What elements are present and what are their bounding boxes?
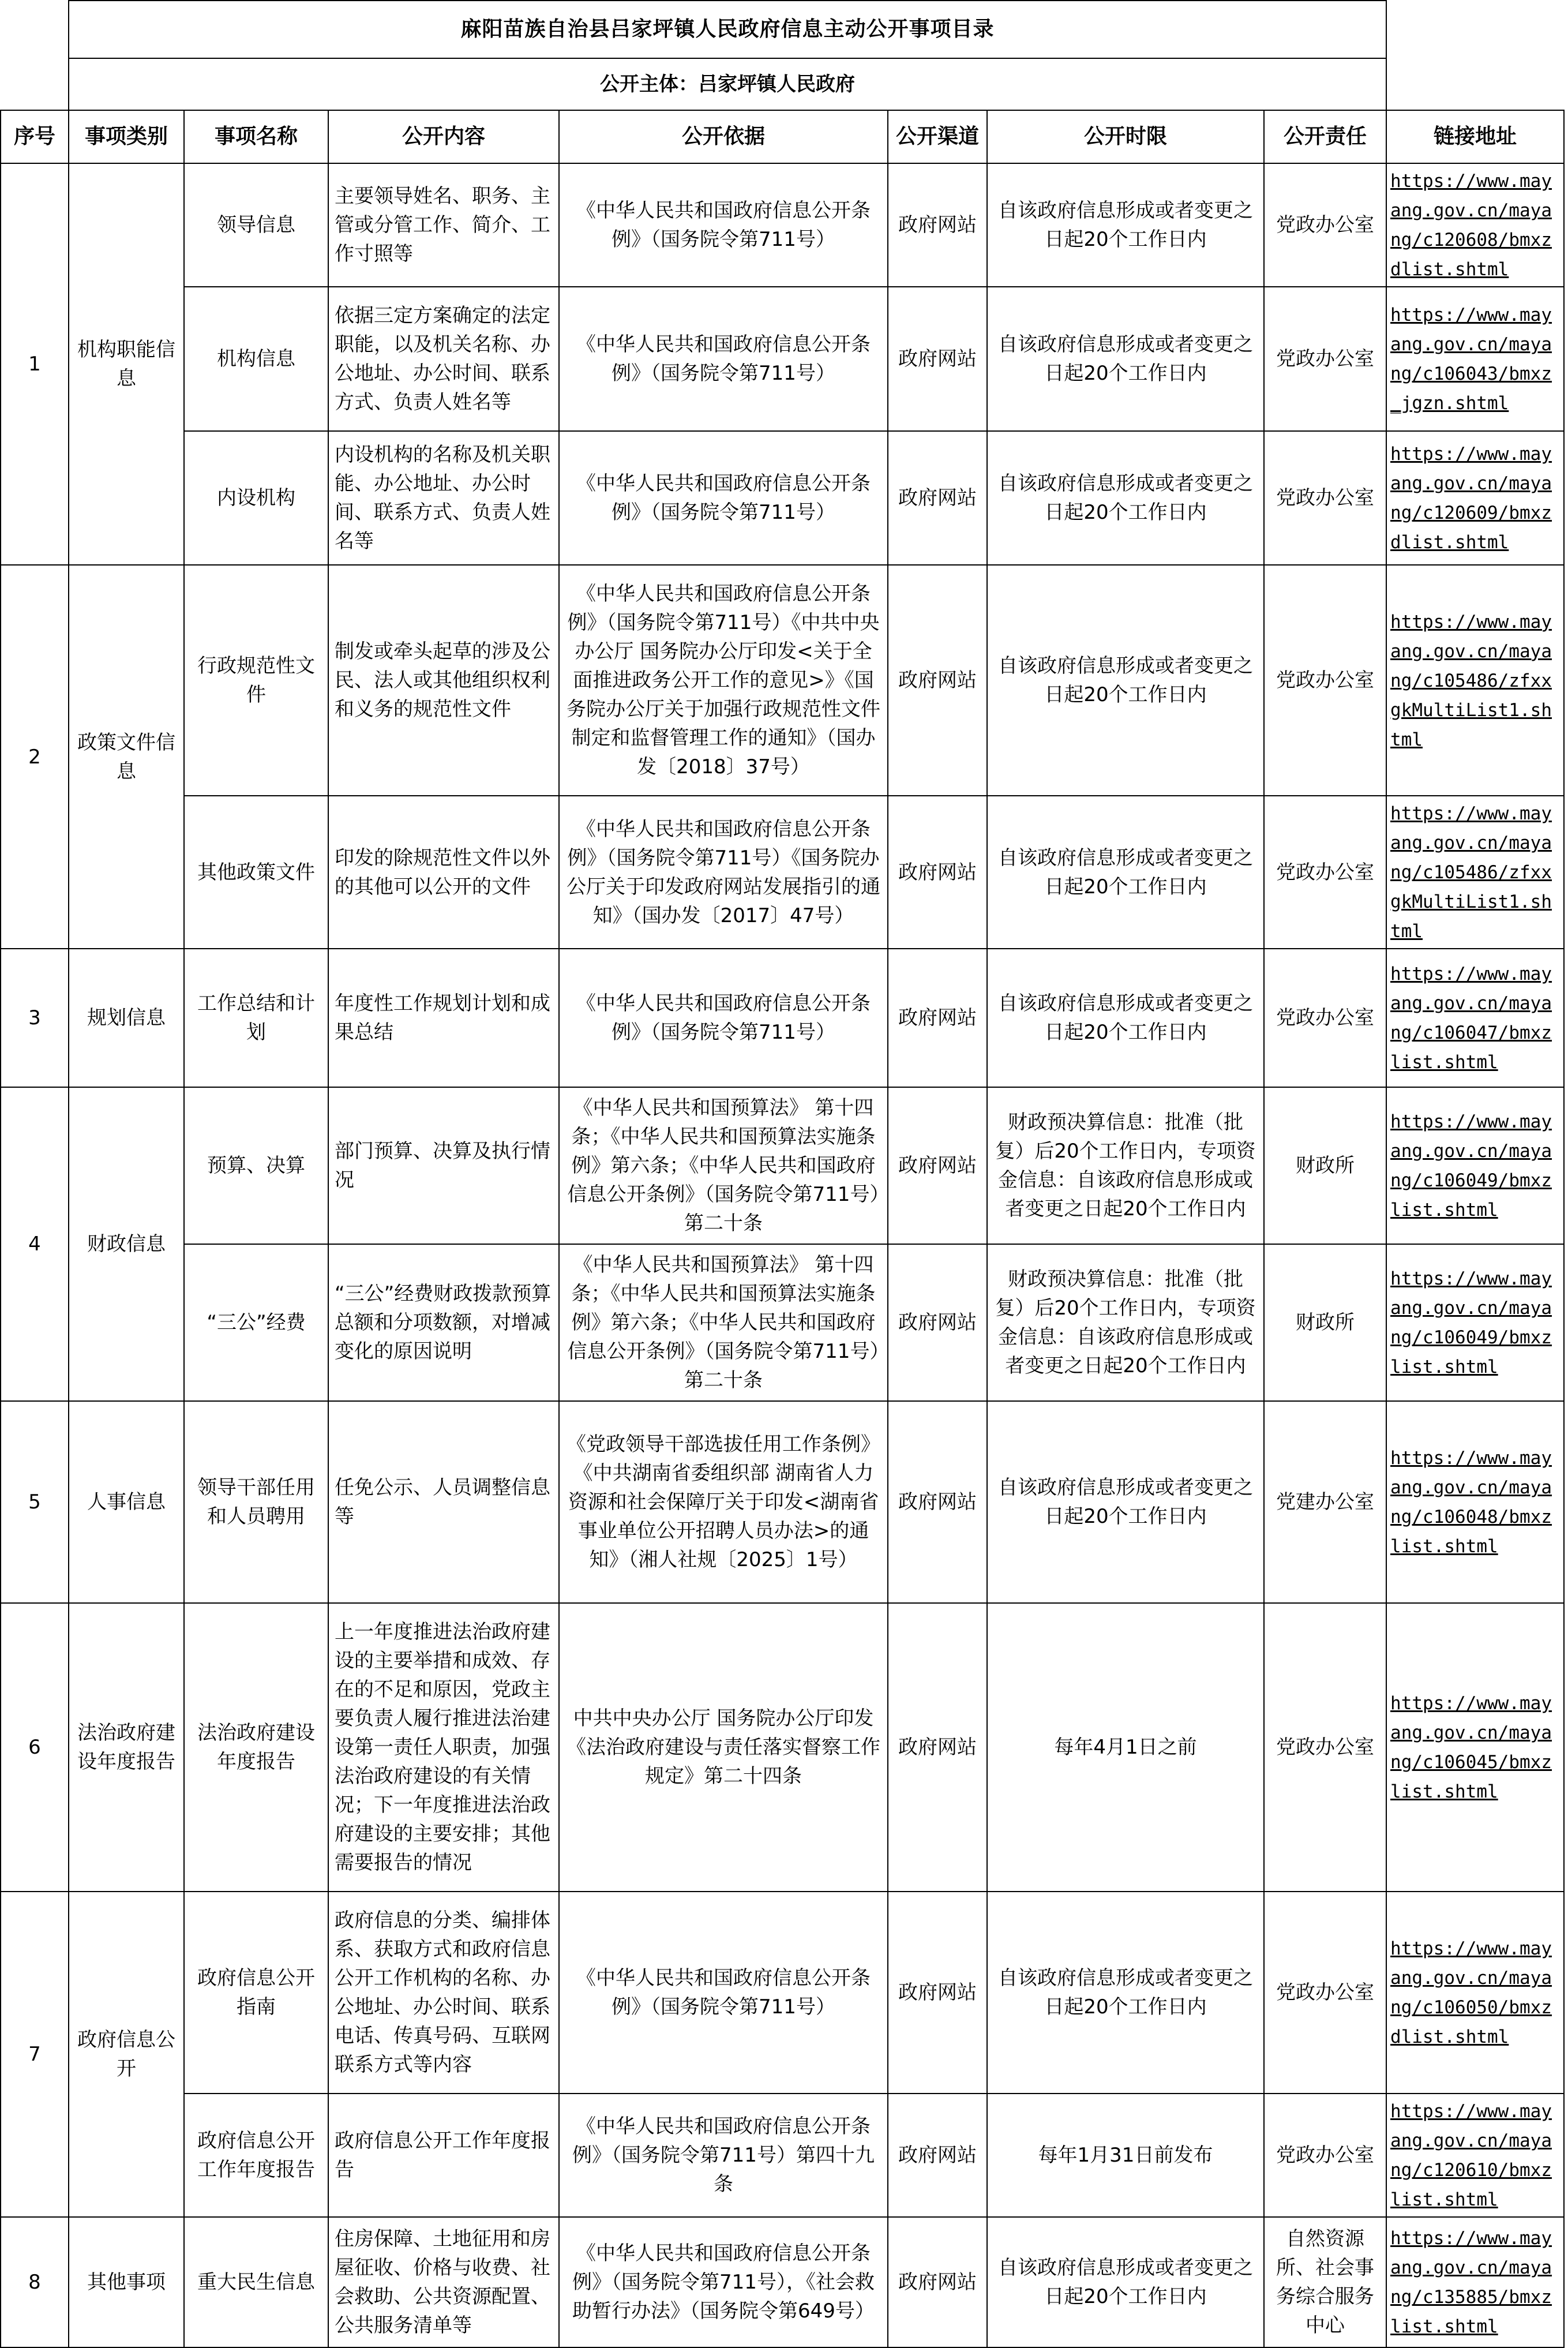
link-url[interactable]: https://www.mayang.gov.cn/mayang/c120610/bmxzlist.shtml (1390, 2101, 1552, 2210)
content-text: 依据三定方案确定的法定职能，以及机关名称、办公地址、办公时间、联系方式、负责人姓名等 (328, 287, 559, 431)
header-no: 序号 (1, 110, 69, 163)
content-text: 制发或牵头起草的涉及公民、法人或其他组织权利和义务的规范性文件 (328, 565, 559, 796)
category-name: 规划信息 (69, 949, 184, 1087)
link-cell (1386, 1401, 1564, 1603)
item-name: “三公”经费 (184, 1244, 328, 1401)
link-cell (1386, 1892, 1564, 2094)
link-cell (1386, 1087, 1564, 1244)
content-text: 年度性工作规划计划和成果总结 (328, 949, 559, 1087)
header-channel: 公开渠道 (888, 110, 987, 163)
item-name: 法治政府建设年度报告 (184, 1603, 328, 1892)
link-url[interactable]: https://www.mayang.gov.cn/mayang/c105486/zfxxgkMultiList1.shtml (1390, 611, 1552, 750)
deadline-text: 自该政府信息形成或者变更之日起20个工作日内 (987, 287, 1264, 431)
row-number: 1 (1, 163, 69, 565)
table-row (1, 2094, 1564, 2217)
publishing-subject: 公开主体：吕家坪镇人民政府 (69, 58, 1386, 110)
category-name: 人事信息 (69, 1401, 184, 1603)
row-number: 7 (1, 1892, 69, 2217)
row-number: 6 (1, 1603, 69, 1892)
responsibility-text: 财政所 (1264, 1244, 1386, 1401)
category-name: 政府信息公开 (69, 1892, 184, 2217)
basis-text: 《中华人民共和国政府信息公开条例》（国务院令第711号） (559, 949, 888, 1087)
title-row (1, 1, 1564, 58)
basis-text: 《中华人民共和国政府信息公开条例》（国务院令第711号），《社会救助暂行办法》（国务院令第649号） (559, 2217, 888, 2347)
channel-text: 政府网站 (888, 1892, 987, 2094)
link-url[interactable]: https://www.mayang.gov.cn/mayang/c120608/bmxzdlist.shtml (1390, 171, 1552, 280)
responsibility-text: 党政办公室 (1264, 949, 1386, 1087)
content-text: 政府信息的分类、编排体系、获取方式和政府信息公开工作机构的名称、办公地址、办公时间、联系电话、传真号码、互联网联系方式等内容 (328, 1892, 559, 2094)
header-responsibility: 公开责任 (1264, 110, 1386, 163)
table-row (1, 2217, 1564, 2347)
channel-text: 政府网站 (888, 431, 987, 565)
responsibility-text: 自然资源所、社会事务综合服务中心 (1264, 2217, 1386, 2347)
item-name: 领导干部任用和人员聘用 (184, 1401, 328, 1603)
category-name: 法治政府建设年度报告 (69, 1603, 184, 1892)
basis-text: 《中华人民共和国预算法》 第十四条；《中华人民共和国预算法实施条例》第六条；《中华人民共和国政府信息公开条例》（国务院令第711号）第二十条 (559, 1087, 888, 1244)
basis-text: 《中华人民共和国政府信息公开条例》（国务院令第711号） (559, 163, 888, 287)
row-number: 8 (1, 2217, 69, 2347)
link-cell (1386, 796, 1564, 949)
link-url[interactable]: https://www.mayang.gov.cn/mayang/c135885/bmxzlist.shtml (1390, 2228, 1552, 2337)
link-cell (1386, 1244, 1564, 1401)
channel-text: 政府网站 (888, 1244, 987, 1401)
responsibility-text: 党政办公室 (1264, 1603, 1386, 1892)
link-cell (1386, 431, 1564, 565)
table-row (1, 1401, 1564, 1603)
link-url[interactable]: https://www.mayang.gov.cn/mayang/c106048/bmxzlist.shtml (1390, 1448, 1552, 1557)
deadline-text: 自该政府信息形成或者变更之日起20个工作日内 (987, 1401, 1264, 1603)
basis-text: 《中华人民共和国预算法》 第十四条；《中华人民共和国预算法实施条例》第六条；《中华人民共和国政府信息公开条例》（国务院令第711号）第二十条 (559, 1244, 888, 1401)
channel-text: 政府网站 (888, 949, 987, 1087)
link-url[interactable]: https://www.mayang.gov.cn/mayang/c106050/bmxzdlist.shtml (1390, 1938, 1552, 2047)
table-row (1, 1244, 1564, 1401)
link-url[interactable]: https://www.mayang.gov.cn/mayang/c106043/bmxz_jgzn.shtml (1390, 305, 1552, 414)
item-name: 内设机构 (184, 431, 328, 565)
table-row (1, 163, 1564, 287)
table-row (1, 1087, 1564, 1244)
channel-text: 政府网站 (888, 1087, 987, 1244)
content-text: 内设机构的名称及机关职能、办公地址、办公时间、联系方式、负责人姓名等 (328, 431, 559, 565)
link-cell (1386, 163, 1564, 287)
channel-text: 政府网站 (888, 565, 987, 796)
responsibility-text: 党政办公室 (1264, 287, 1386, 431)
deadline-text: 自该政府信息形成或者变更之日起20个工作日内 (987, 431, 1264, 565)
row-number: 2 (1, 565, 69, 949)
content-text: 任免公示、人员调整信息等 (328, 1401, 559, 1603)
channel-text: 政府网站 (888, 2094, 987, 2217)
deadline-text: 自该政府信息形成或者变更之日起20个工作日内 (987, 2217, 1264, 2347)
content-text: 住房保障、土地征用和房屋征收、价格与收费、社会救助、公共资源配置、公共服务清单等 (328, 2217, 559, 2347)
content-text: 印发的除规范性文件以外的其他可以公开的文件 (328, 796, 559, 949)
link-url[interactable]: https://www.mayang.gov.cn/mayang/c106047/bmxzlist.shtml (1390, 964, 1552, 1073)
deadline-text: 自该政府信息形成或者变更之日起20个工作日内 (987, 949, 1264, 1087)
link-url[interactable]: https://www.mayang.gov.cn/mayang/c106049/bmxzlist.shtml (1390, 1111, 1552, 1220)
channel-text: 政府网站 (888, 796, 987, 949)
item-name: 机构信息 (184, 287, 328, 431)
header-content: 公开内容 (328, 110, 559, 163)
deadline-text: 自该政府信息形成或者变更之日起20个工作日内 (987, 796, 1264, 949)
content-text: 主要领导姓名、职务、主管或分管工作、简介、工作寸照等 (328, 163, 559, 287)
header-basis: 公开依据 (559, 110, 888, 163)
category-name: 其他事项 (69, 2217, 184, 2347)
category-name: 机构职能信息 (69, 163, 184, 565)
deadline-text: 财政预决算信息：批准（批复）后20个工作日内，专项资金信息：自该政府信息形成或者变更之日起20个工作日内 (987, 1244, 1264, 1401)
deadline-text: 自该政府信息形成或者变更之日起20个工作日内 (987, 565, 1264, 796)
link-url[interactable]: https://www.mayang.gov.cn/mayang/c106049/bmxzlist.shtml (1390, 1268, 1552, 1377)
link-url[interactable]: https://www.mayang.gov.cn/mayang/c120609/bmxzdlist.shtml (1390, 444, 1552, 553)
content-text: “三公”经费财政拨款预算总额和分项数额，对增减变化的原因说明 (328, 1244, 559, 1401)
responsibility-text: 党政办公室 (1264, 565, 1386, 796)
header-item: 事项名称 (184, 110, 328, 163)
table-row (1, 1892, 1564, 2094)
channel-text: 政府网站 (888, 2217, 987, 2347)
basis-text: 中共中央办公厅 国务院办公厅印发《法治政府建设与责任落实督察工作规定》第二十四条 (559, 1603, 888, 1892)
item-name: 重大民生信息 (184, 2217, 328, 2347)
item-name: 政府信息公开指南 (184, 1892, 328, 2094)
channel-text: 政府网站 (888, 163, 987, 287)
table-row (1, 431, 1564, 565)
link-cell (1386, 2094, 1564, 2217)
link-cell (1386, 949, 1564, 1087)
item-name: 预算、决算 (184, 1087, 328, 1244)
basis-text: 《中华人民共和国政府信息公开条例》（国务院令第711号）第四十九条 (559, 2094, 888, 2217)
subject-row (1, 58, 1564, 110)
deadline-text: 自该政府信息形成或者变更之日起20个工作日内 (987, 163, 1264, 287)
deadline-text: 自该政府信息形成或者变更之日起20个工作日内 (987, 1892, 1264, 2094)
basis-text: 《中华人民共和国政府信息公开条例》（国务院令第711号） (559, 431, 888, 565)
basis-text: 《中华人民共和国政府信息公开条例》（国务院令第711号） (559, 287, 888, 431)
page-title: 麻阳苗族自治县吕家坪镇人民政府信息主动公开事项目录 (69, 1, 1386, 58)
basis-text: 《中华人民共和国政府信息公开条例》（国务院令第711号） (559, 1892, 888, 2094)
item-name: 工作总结和计划 (184, 949, 328, 1087)
table-row (1, 565, 1564, 796)
table-row (1, 796, 1564, 949)
header-link: 链接地址 (1386, 110, 1564, 163)
basis-text: 《党政领导干部选拔任用工作条例》《中共湖南省委组织部 湖南省人力资源和社会保障厅关于印发<湖南省事业单位公开招聘人员办法>的通知》（湘人社规〔2025〕1号） (559, 1401, 888, 1603)
item-name: 领导信息 (184, 163, 328, 287)
responsibility-text: 党建办公室 (1264, 1401, 1386, 1603)
link-url[interactable]: https://www.mayang.gov.cn/mayang/c106045/bmxzlist.shtml (1390, 1693, 1552, 1802)
content-text: 部门预算、决算及执行情况 (328, 1087, 559, 1244)
table-body (1, 163, 1564, 2347)
channel-text: 政府网站 (888, 1401, 987, 1603)
channel-text: 政府网站 (888, 287, 987, 431)
responsibility-text: 党政办公室 (1264, 1892, 1386, 2094)
table-row (1, 1603, 1564, 1892)
link-cell (1386, 2217, 1564, 2347)
basis-text: 《中华人民共和国政府信息公开条例》（国务院令第711号）《国务院办公厅关于印发政府网站发展指引的通知》（国办发〔2017〕47号） (559, 796, 888, 949)
responsibility-text: 党政办公室 (1264, 163, 1386, 287)
row-number: 3 (1, 949, 69, 1087)
deadline-text: 财政预决算信息：批准（批复）后20个工作日内，专项资金信息：自该政府信息形成或者变更之日起20个工作日内 (987, 1087, 1264, 1244)
item-name: 政府信息公开工作年度报告 (184, 2094, 328, 2217)
row-number: 5 (1, 1401, 69, 1603)
item-name: 行政规范性文件 (184, 565, 328, 796)
deadline-text: 每年4月1日之前 (987, 1603, 1264, 1892)
table-row (1, 949, 1564, 1087)
item-name: 其他政策文件 (184, 796, 328, 949)
channel-text: 政府网站 (888, 1603, 987, 1892)
deadline-text: 每年1月31日前发布 (987, 2094, 1264, 2217)
basis-text: 《中华人民共和国政府信息公开条例》（国务院令第711号）《中共中央办公厅 国务院办公厅印发<关于全面推进政务公开工作的意见>》《国务院办公厅关于加强行政规范性文件制定和监督管理工作的通知》（国办发〔2018〕37号） (559, 565, 888, 796)
header-category: 事项类别 (69, 110, 184, 163)
header-row (1, 110, 1564, 163)
row-number: 4 (1, 1087, 69, 1401)
link-cell (1386, 565, 1564, 796)
table-row (1, 287, 1564, 431)
category-name: 财政信息 (69, 1087, 184, 1401)
content-text: 政府信息公开工作年度报告 (328, 2094, 559, 2217)
responsibility-text: 党政办公室 (1264, 796, 1386, 949)
responsibility-text: 党政办公室 (1264, 431, 1386, 565)
responsibility-text: 财政所 (1264, 1087, 1386, 1244)
link-cell (1386, 287, 1564, 431)
category-name: 政策文件信息 (69, 565, 184, 949)
responsibility-text: 党政办公室 (1264, 2094, 1386, 2217)
link-url[interactable]: https://www.mayang.gov.cn/mayang/c105486/zfxxgkMultiList1.shtml (1390, 803, 1552, 942)
header-deadline: 公开时限 (987, 110, 1264, 163)
content-text: 上一年度推进法治政府建设的主要举措和成效、存在的不足和原因，党政主要负责人履行推进法治建设第一责任人职责，加强法治政府建设的有关情况；下一年度推进法治政府建设的主要安排；其他需要报告的情况 (328, 1603, 559, 1892)
link-cell (1386, 1603, 1564, 1892)
